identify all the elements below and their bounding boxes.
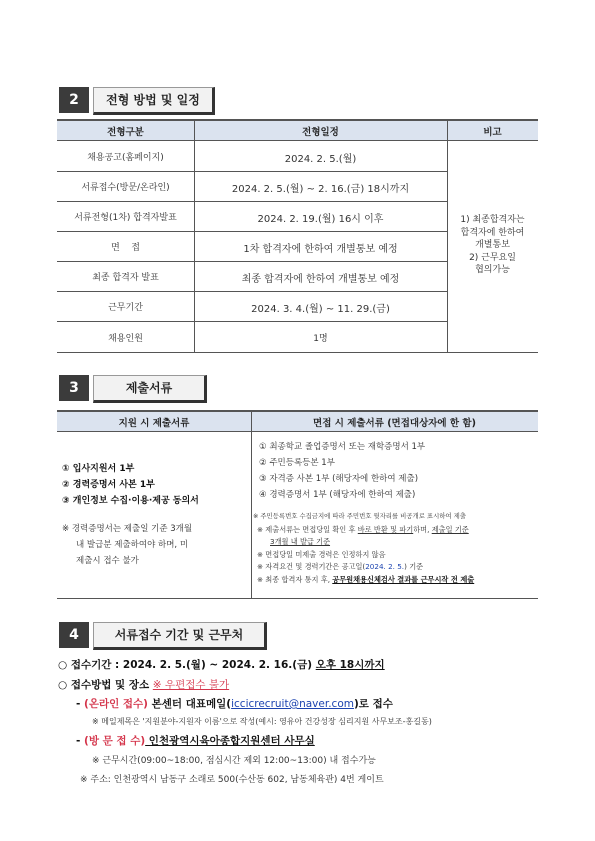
interview-note: ※ 면접당일 미제출 경력은 인정하지 않음 [257,550,386,559]
online-email-link[interactable]: iccicrecruit@naver.com [231,698,354,710]
note-underline: 바로 반환 및 파기 [357,525,414,534]
method-note: ※ 우편접수 불가 [152,679,230,691]
schedule-row-label: 채용인원 [108,334,143,344]
online-submission [76,696,393,711]
note-date: 2024. 2. 5. [365,562,405,571]
note-text: ) 기준 [404,562,424,571]
note-text: ※ 제출서류는 면접당일 확인 후 [257,525,358,534]
schedule-row-label: 면 접 [111,243,140,253]
note-underline: 제출일 기준 [431,525,469,534]
schedule-row-label: 채용공고(홈페이지) [87,153,164,163]
schedule-row-value: 1명 [313,334,328,344]
section2-number: 2 [59,87,89,113]
section4-title: 서류접수 기간 및 근무처 [93,622,267,650]
section2-header [59,87,229,115]
visit-prefix: - [76,735,85,747]
schedule-row-label: 최종 합격자 발표 [92,273,159,283]
apply-doc-item: ① 입사지원서 1부 [62,464,135,474]
interview-doc-item: ③ 자격증 사본 1부 (해당자에 한하여 제출) [259,474,419,484]
period-label: ○ 접수기간 : 2024. 2. 5.(월) ~ 2024. 2. 16.(금) [58,659,316,671]
schedule-row-value: 2024. 2. 19.(월) 16시 이후 [257,214,384,225]
online-suffix: )로 접수 [353,698,393,710]
interview-doc-item: ① 최종학교 졸업증명서 또는 재학증명서 1부 [259,442,426,452]
note-text: ※ 자격요건 및 경력기간은 공고일( [257,562,366,571]
schedule-row-label: 서류접수(방문/온라인) [81,183,170,193]
section4-header [59,622,279,650]
interview-note: 3개월 내 발급 기준 [270,537,331,546]
interview-note [257,575,474,585]
schedule-row-value: 2024. 3. 4.(월) ~ 11. 29.(금) [251,304,390,315]
interview-doc-item: ④ 경력증명서 1부 (해당자에 한하여 제출) [259,490,416,500]
schedule-row-value: 최종 합격자에 한하여 개별통보 예정 [241,274,400,285]
schedule-header-remark: 비고 [483,127,502,138]
schedule-remark [447,214,538,277]
method-label: ○ 접수방법 및 장소 [58,679,153,691]
section3-header [59,375,219,403]
remark-line: 개별통보 [475,240,510,250]
note-underline: 공무원채용신체검사 결과를 근무시작 전 제출 [332,575,475,584]
apply-doc-note: 제출시 접수 불가 [76,556,139,566]
interview-note: ※ 주민등록번호 수집금지에 따라 주민번호 뒷자리를 비공개로 표시하여 제출 [253,512,466,520]
documents-header-interview: 면접 시 제출서류 (면접대상자에 한 함) [313,418,476,429]
online-tag: (온라인 접수) [84,698,148,710]
remark-line: 협의가능 [475,265,510,275]
interview-note [257,525,469,535]
section3-number: 3 [59,375,89,401]
address: ※ 주소: 인천광역시 남동구 소래로 500(수산동 602, 남동체육관) 4번 게이트 [80,775,384,785]
section3-title: 제출서류 [93,375,207,403]
schedule-row-label: 서류전형(1차) 합격자발표 [74,213,177,223]
documents-header-apply: 지원 시 제출서류 [118,418,190,429]
online-note: ※ 메일제목은 '지원분야-지원자 이름'으로 작성(예시: 영유아 건강성장 심리지원 사무보조-홍길동) [92,717,432,726]
apply-doc-item: ② 경력증명서 사본 1부 [62,480,155,490]
remark-line: 합격자에 한하여 [460,227,525,238]
submission-method [58,677,229,692]
online-text: 본센터 대표메일( [147,698,232,710]
apply-doc-item: ③ 개인정보 수집·이용·제공 동의서 [62,496,199,506]
note-text: ※ 최종 합격자 통지 후, [257,575,333,584]
remark-line: 1) 최종합격자는 [460,215,525,225]
online-prefix: - [76,698,85,710]
section2-title: 전형 방법 및 일정 [93,87,215,115]
visit-tag: (방 문 접 수) [84,735,146,747]
note-text: 하며, [413,525,432,534]
schedule-header-category: 전형구분 [107,127,144,138]
apply-doc-note: ※ 경력증명서는 제출일 기준 3개월 [62,524,193,534]
visit-submission [76,733,315,748]
submission-period [58,657,385,672]
period-deadline: 오후 18시까지 [315,659,385,671]
visit-hours: ※ 근무시간(09:00~18:00, 점심시간 제외 12:00~13:00) 내 접수가능 [92,756,376,766]
interview-doc-item: ② 주민등록등본 1부 [259,458,335,468]
visit-text: 인천광역시육아종합지원센터 사무실 [145,735,315,747]
interview-note [257,562,423,572]
schedule-row-value: 2024. 2. 5.(월) [284,154,357,165]
schedule-header-schedule: 전형일정 [302,127,339,138]
apply-doc-note: 내 발급분 제출하여야 하며, 미 [76,540,189,550]
section4-number: 4 [59,622,89,648]
schedule-row-value: 2024. 2. 5.(월) ~ 2. 16.(금) 18시까지 [231,184,410,195]
schedule-row-value: 1차 합격자에 한하여 개별통보 예정 [243,244,398,255]
remark-line: 2) 근무요일 [469,252,516,263]
schedule-row-label: 근무기간 [108,303,143,313]
